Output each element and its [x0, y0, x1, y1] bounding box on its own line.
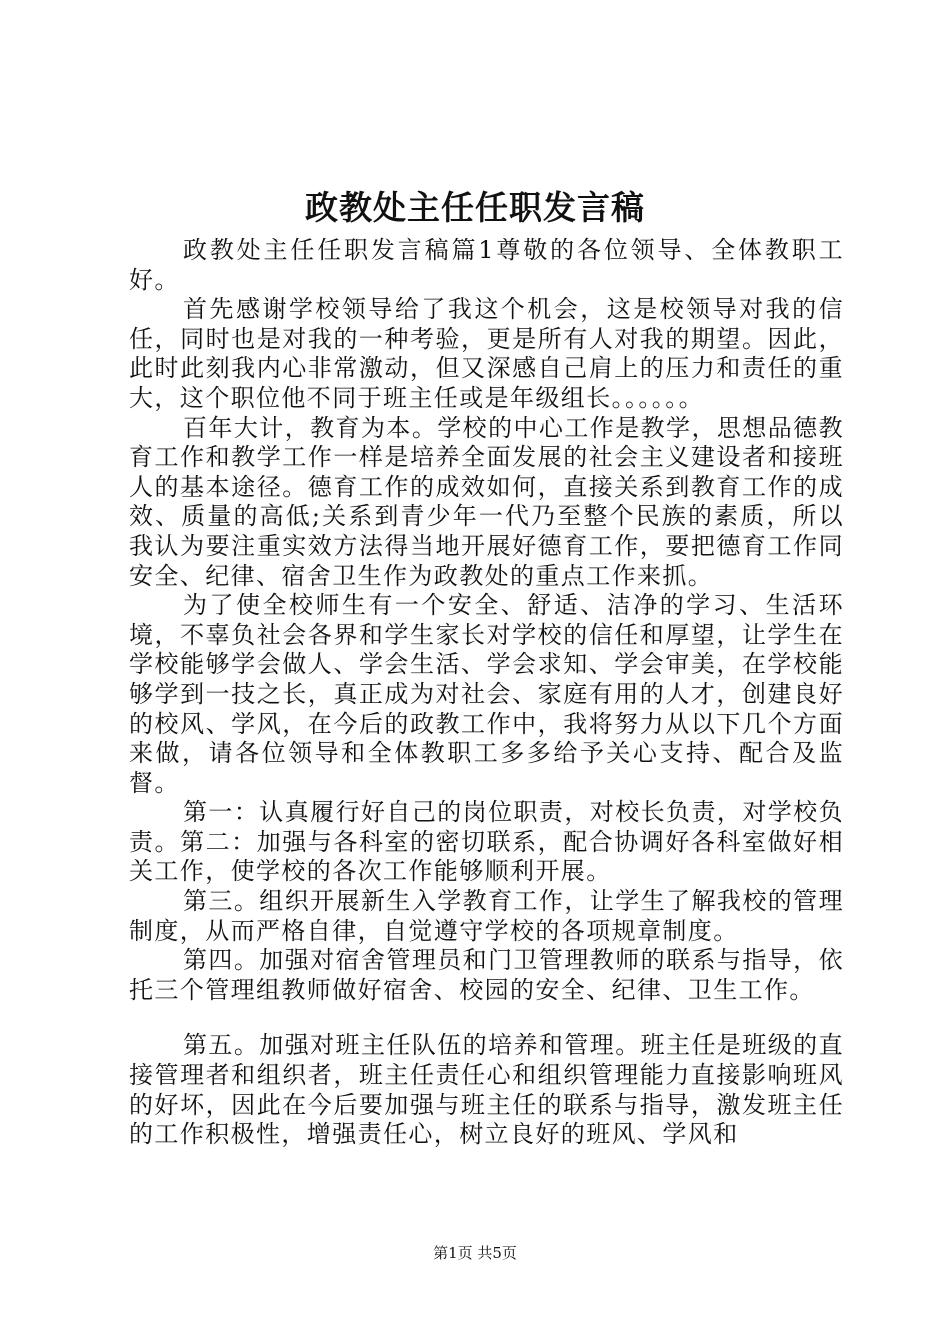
- paragraph-4: 为了使全校师生有一个安全、舒适、洁净的学习、生活环境，不辜负社会各界和学生家长对学校的信任和厚望，让学生在学校能够学会做人、学会生活、学会求知、学会审美，在学校能够学到一技之长，真正成为对社会、家庭有用的人才，创建良好的校风、学风，在今后的政教工作中，我将努力从以下几个方面来做，请各位领导和全体教职工多多给予关心支持、配合及监督。: [129, 591, 844, 797]
- paragraph-3: 百年大计，教育为本。学校的中心工作是教学，思想品德教育工作和教学工作一样是培养全面发展的社会主义建设者和接班人的基本途径。德育工作的成效如何，直接关系到教育工作的成效、质量的高低;关系到青少年一代乃至整个民族的素质，所以我认为要注重实效方法得当地开展好德育工作，要把德育工作同安全、纪律、宿舍卫生作为政教处的重点工作来抓。: [129, 413, 844, 590]
- paragraph-6: 第三。组织开展新生入学教育工作，让学生了解我校的管理制度，从而严格自律，自觉遵守学校的各项规章制度。: [129, 887, 844, 945]
- document-body: [129, 236, 844, 1150]
- paragraph-7: 第四。加强对宿舍管理员和门卫管理教师的联系与指导，依托三个管理组教师做好宿舍、校园的安全、纪律、卫生工作。: [129, 946, 844, 1004]
- page-number-footer: 第1页 共5页: [433, 1244, 517, 1262]
- paragraph-2: 首先感谢学校领导给了我这个机会，这是校领导对我的信任，同时也是对我的一种考验，更是所有人对我的期望。因此，此时此刻我内心非常激动，但又深感自己肩上的压力和责任的重大，这个职位他不同于班主任或是年级组长。。。。。。: [129, 295, 844, 412]
- paragraph-8: 第五。加强对班主任队伍的培养和管理。班主任是班级的直接管理者和组织者，班主任责任心和组织管理能力直接影响班风的好坏，因此在今后要加强与班主任的联系与指导，激发班主任的工作积极性，增强责任心，树立良好的班风、学风和: [129, 1031, 844, 1149]
- paragraph-1: 政教处主任任职发言稿篇1尊敬的各位领导、全体教职工好。: [129, 236, 844, 294]
- paragraph-5: 第一：认真履行好自己的岗位职责，对校长负责，对学校负责。第二：加强与各科室的密切联系，配合协调好各科室做好相关工作，使学校的各次工作能够顺利开展。: [129, 798, 844, 886]
- document-title: 政教处主任任职发言稿: [305, 188, 645, 227]
